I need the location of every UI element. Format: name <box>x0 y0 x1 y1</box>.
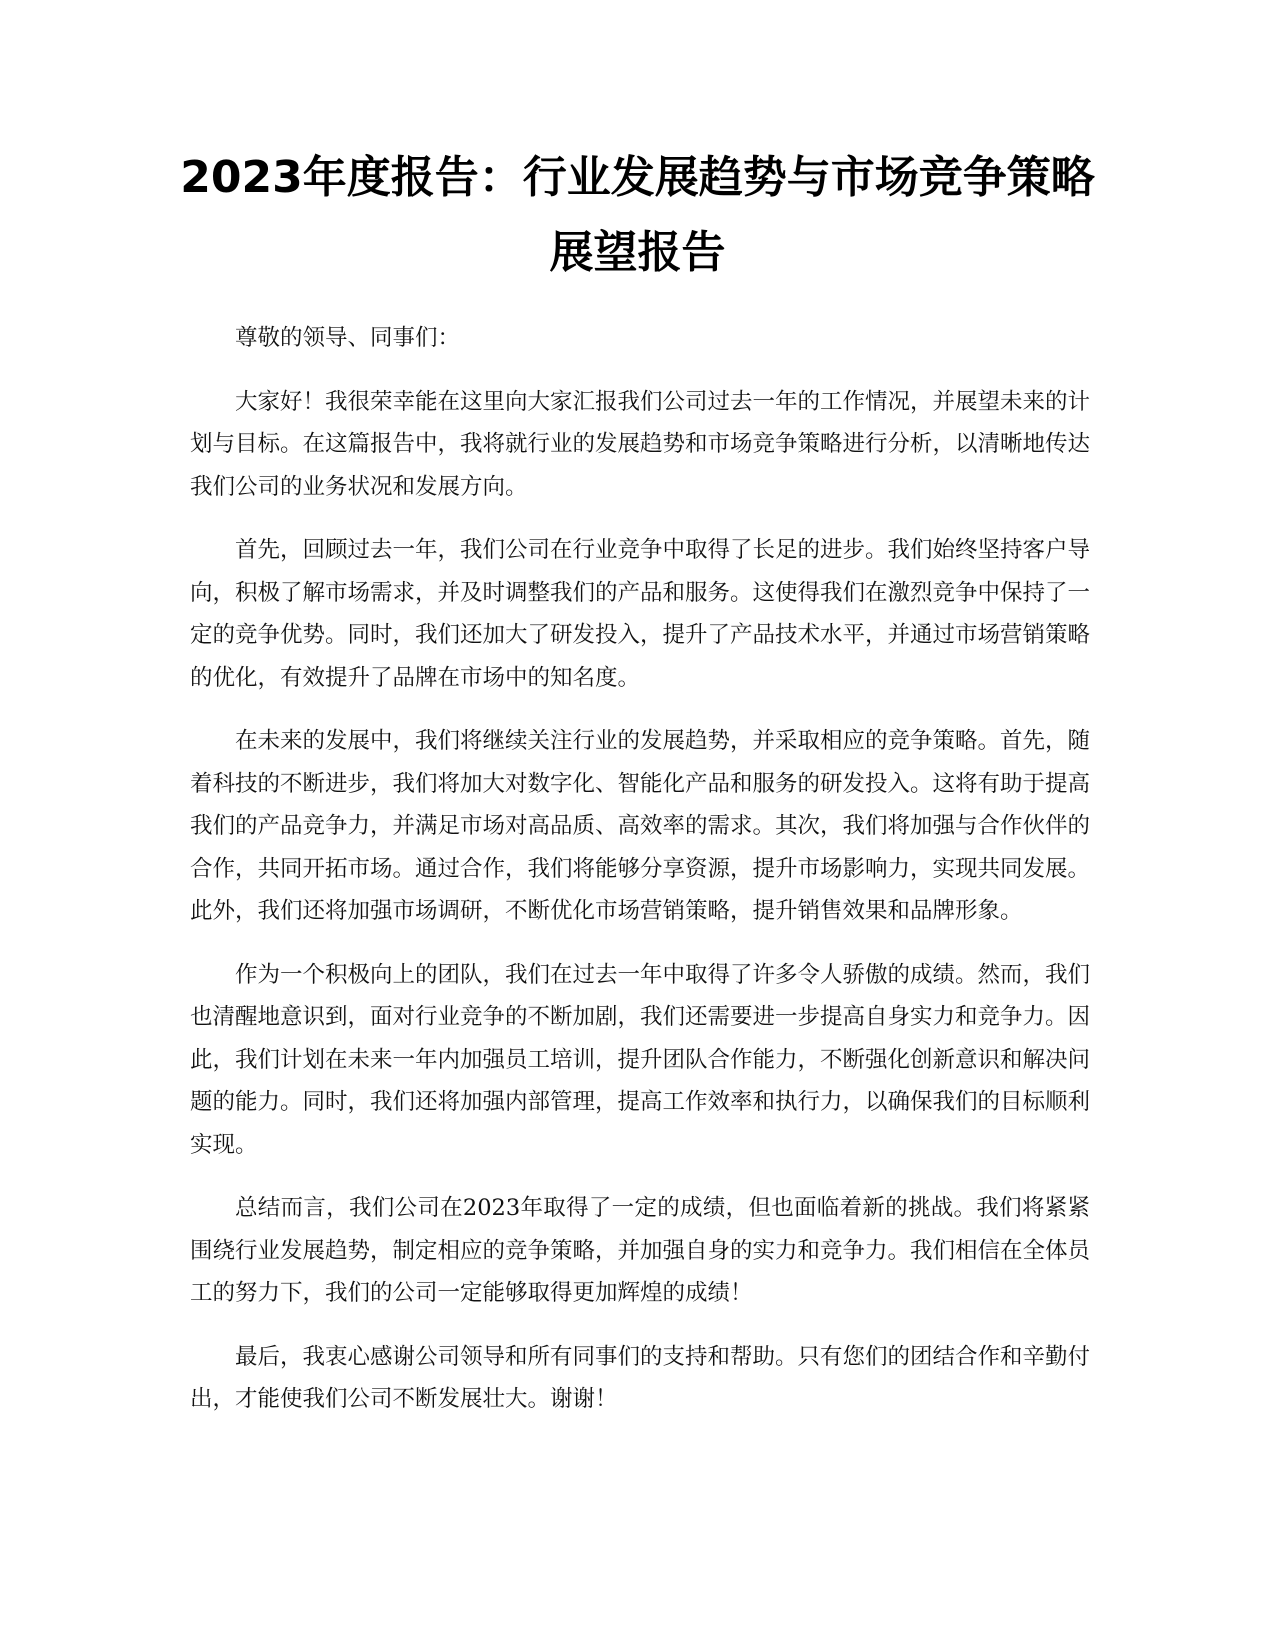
document-body <box>190 317 1090 1442</box>
document-title: 2023年度报告：行业发展趋势与市场竞争策略展望报告 <box>180 152 1095 278</box>
paragraph-6: 最后，我衷心感谢公司领导和所有同事们的支持和帮助。只有您们的团结合作和辛勤付出，才能使我们公司不断发展壮大。谢谢！ <box>190 1343 1091 1412</box>
paragraph-3: 在未来的发展中，我们将继续关注行业的发展趋势，并采取相应的竞争策略。首先，随着科技的不断进步，我们将加大对数字化、智能化产品和服务的研发投入。这将有助于提高我们的产品竞争力，并满足市场对高品质、高效率的需求。其次，我们将加强与合作伙伴的合作，共同开拓市场。通过合作，我们将能够分享资源，提升市场影响力，实现共同发展。此外，我们还将加强市场调研，不断优化市场营销策略，提升销售效果和品牌形象。 <box>190 728 1091 924</box>
paragraph-1: 大家好！我很荣幸能在这里向大家汇报我们公司过去一年的工作情况，并展望未来的计划与目标。在这篇报告中，我将就行业的发展趋势和市场竞争策略进行分析，以清晰地传达我们公司的业务状况和发展方向。 <box>190 388 1091 500</box>
salutation: 尊敬的领导、同事们： <box>235 325 461 351</box>
paragraph-5: 总结而言，我们公司在2023年取得了一定的成绩，但也面临着新的挑战。我们将紧紧围绕行业发展趋势，制定相应的竞争策略，并加强自身的实力和竞争力。我们相信在全体员工的努力下，我们的公司一定能够取得更加辉煌的成绩！ <box>190 1195 1091 1306</box>
paragraph-4: 作为一个积极向上的团队，我们在过去一年中取得了许多令人骄傲的成绩。然而，我们也清醒地意识到，面对行业竞争的不断加剧，我们还需要进一步提高自身实力和竞争力。因此，我们计划在未来一年内加强员工培训，提升团队合作能力，不断强化创新意识和解决问题的能力。同时，我们还将加强内部管理，提高工作效率和执行力，以确保我们的目标顺利实现。 <box>190 961 1091 1158</box>
paragraph-2: 首先，回顾过去一年，我们公司在行业竞争中取得了长足的进步。我们始终坚持客户导向，积极了解市场需求，并及时调整我们的产品和服务。这使得我们在激烈竞争中保持了一定的竞争优势。同时，我们还加大了研发投入，提升了产品技术水平，并通过市场营销策略的优化，有效提升了品牌在市场中的知名度。 <box>190 537 1091 691</box>
